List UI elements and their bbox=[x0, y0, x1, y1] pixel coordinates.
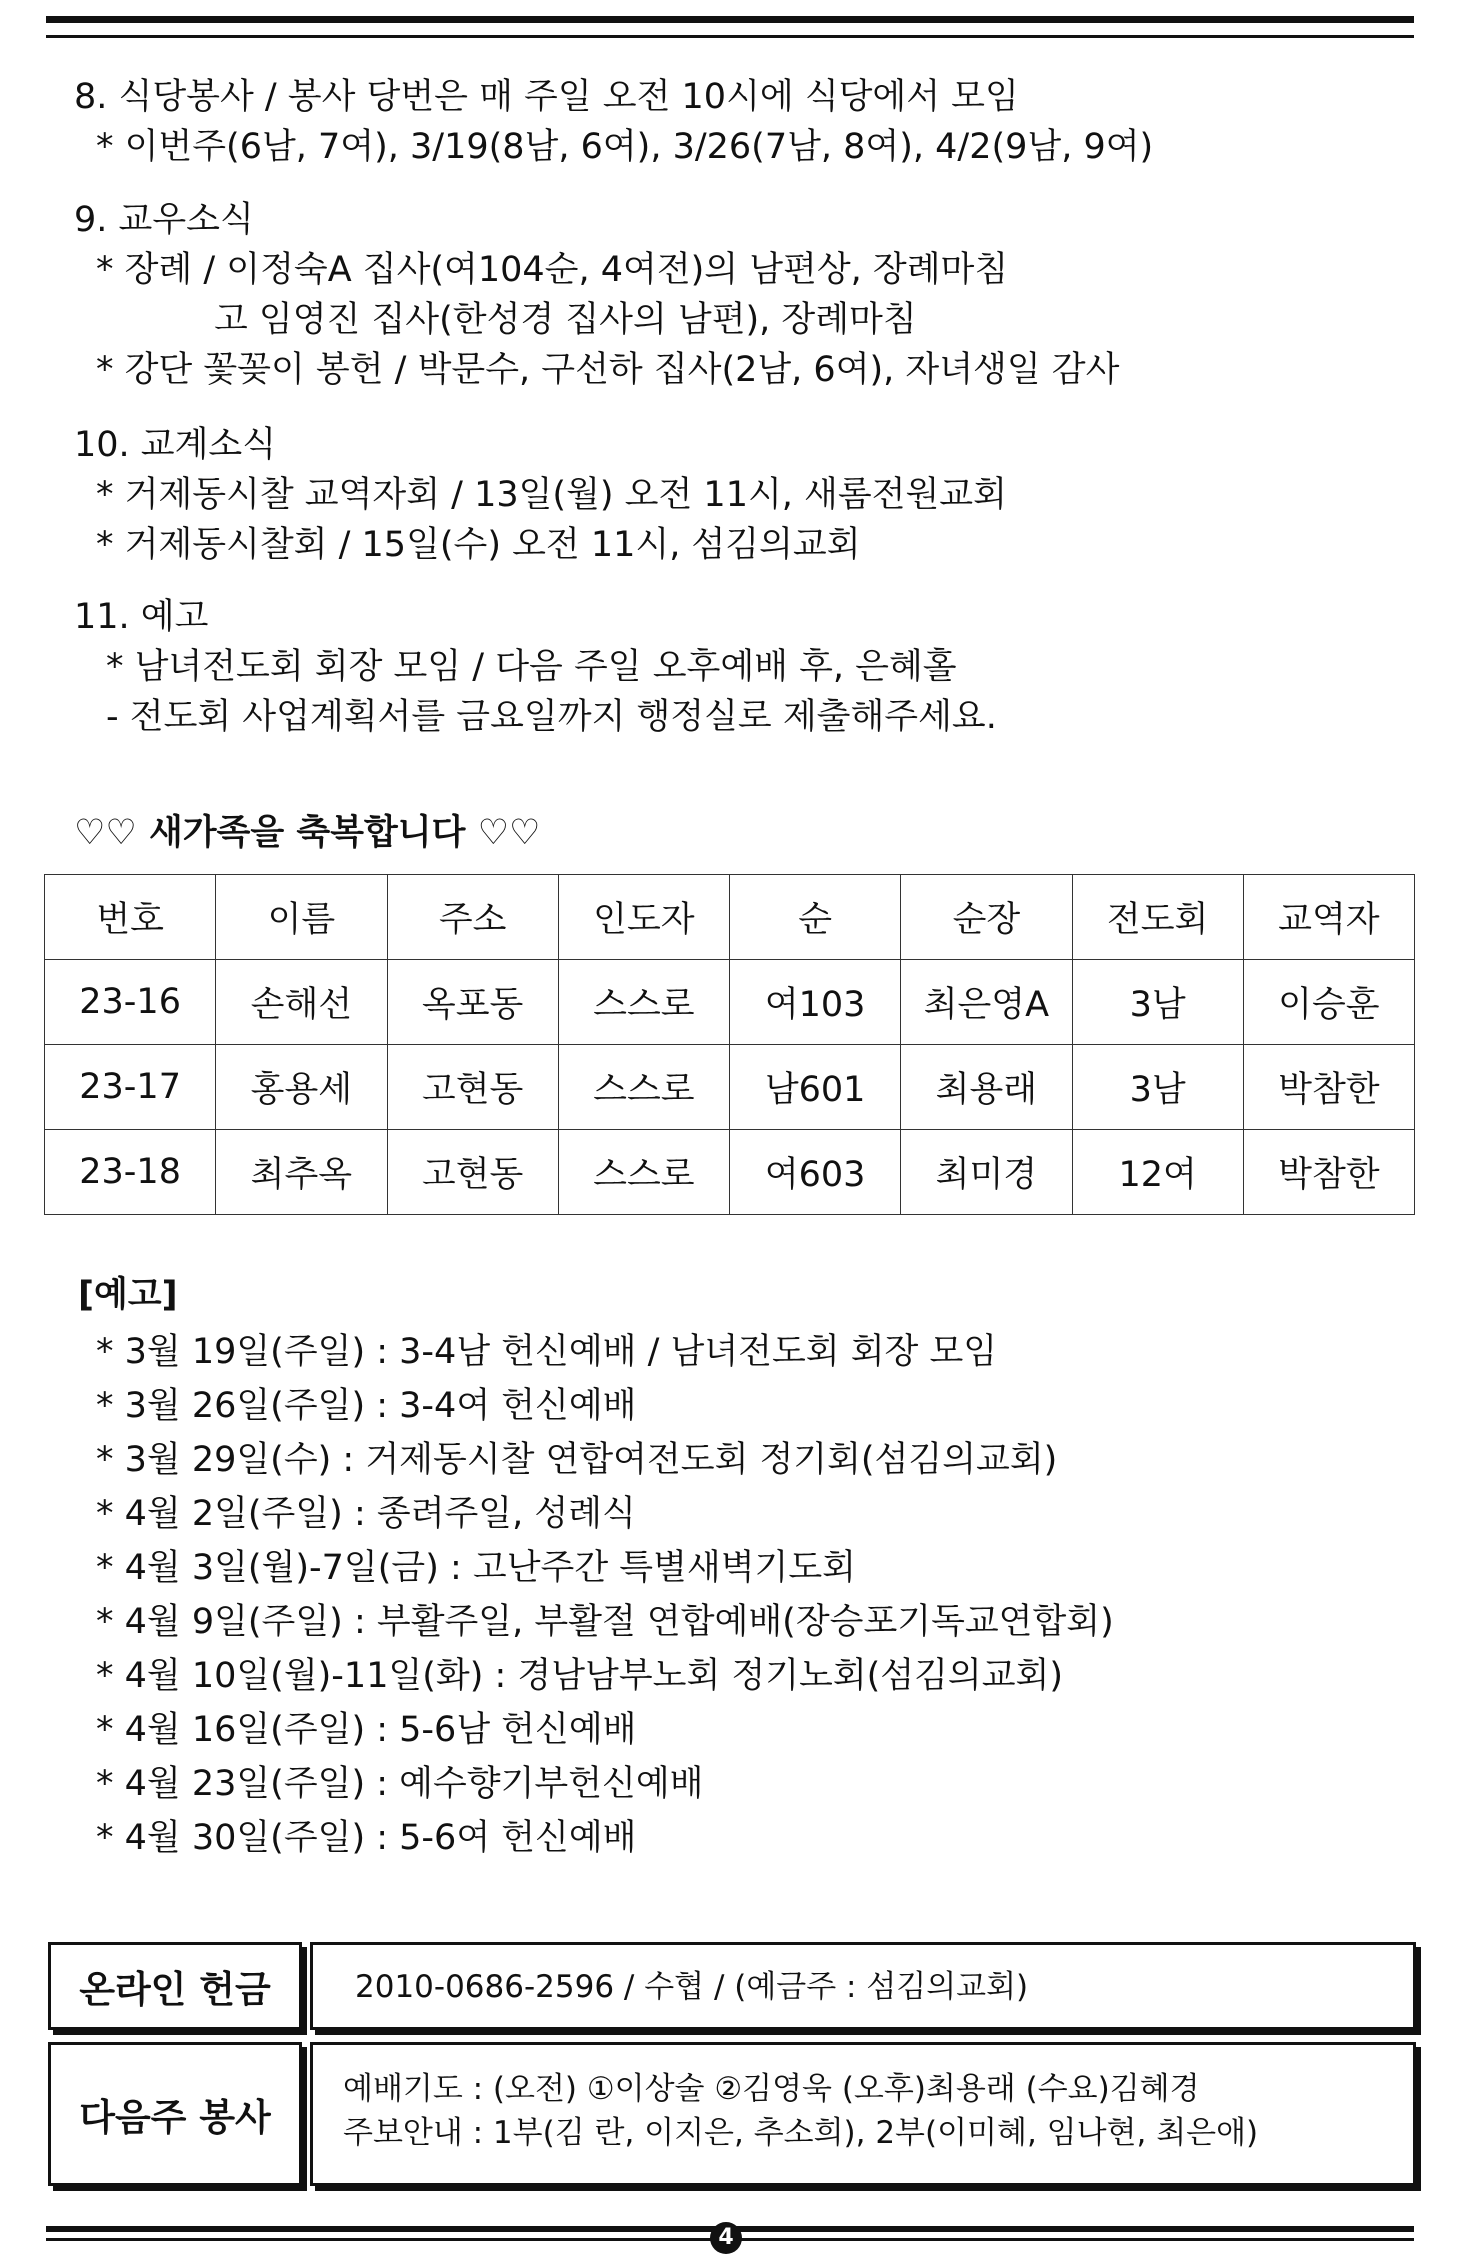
table-cell: 이승훈 bbox=[1243, 960, 1414, 1045]
table-row bbox=[45, 1130, 1415, 1215]
table-cell: 최은영A bbox=[901, 960, 1072, 1045]
table-row bbox=[45, 1045, 1415, 1130]
notice-line: * 장례 / 이정숙A 집사(여104순, 4여전)의 남편상, 장례마침 bbox=[96, 250, 1009, 290]
schedule-item: * 4월 3일(월)-7일(금) : 고난주간 특별새벽기도회 bbox=[96, 1548, 856, 1588]
notice-10 bbox=[74, 420, 1400, 570]
table-cell: 최용래 bbox=[901, 1045, 1072, 1130]
notice-8 bbox=[74, 72, 1400, 172]
table-cell: 박참한 bbox=[1243, 1045, 1414, 1130]
schedule-item: * 3월 29일(수) : 거제동시찰 연합여전도회 정기회(섬김의교회) bbox=[96, 1440, 1058, 1480]
table-cell: 박참한 bbox=[1243, 1130, 1414, 1215]
schedule-item: * 4월 9일(주일) : 부활주일, 부활절 연합예배(장승포기독교연합회) bbox=[96, 1602, 1114, 1642]
table-header-row bbox=[45, 875, 1415, 960]
new-family-heading: ♡♡ 새가족을 축복합니다 ♡♡ bbox=[74, 813, 541, 853]
notice-line: * 남녀전도회 회장 모임 / 다음 주일 오후예배 후, 은혜홀 bbox=[106, 647, 957, 687]
notice-11 bbox=[74, 592, 1400, 742]
next-week-service-info-box bbox=[310, 2042, 1416, 2186]
column-header: 인도자 bbox=[558, 875, 729, 960]
online-offering-text: 2010-0686-2596 / 수협 / (예금주 : 섬김의교회) bbox=[355, 1969, 1029, 2005]
online-offering-label: 온라인 헌금 bbox=[79, 1968, 271, 2011]
table-cell: 23-18 bbox=[45, 1130, 216, 1215]
table-cell: 옥포동 bbox=[387, 960, 558, 1045]
table-cell: 12여 bbox=[1072, 1130, 1243, 1215]
column-header: 주소 bbox=[387, 875, 558, 960]
notice-title: 10. 교계소식 bbox=[74, 425, 277, 465]
schedule-list bbox=[96, 1325, 1400, 1865]
notice-line: * 강단 꽃꽂이 봉헌 / 박문수, 구선하 집사(2남, 6여), 자녀생일 감사 bbox=[96, 350, 1120, 390]
notice-line: * 이번주(6남, 7여), 3/19(8남, 6여), 3/26(7남, 8여), 4/2(9남, 9여) bbox=[96, 127, 1154, 167]
next-week-service-label: 다음주 봉사 bbox=[79, 2096, 271, 2139]
table-cell: 최추옥 bbox=[216, 1130, 387, 1215]
table-cell: 고현동 bbox=[387, 1130, 558, 1215]
notice-title: 11. 예고 bbox=[74, 597, 209, 637]
schedule-item: * 4월 10일(월)-11일(화) : 경남남부노회 정기노회(섬김의교회) bbox=[96, 1656, 1064, 1696]
table-cell: 스스로 bbox=[558, 1045, 729, 1130]
notice-line: - 전도회 사업계획서를 금요일까지 행정실로 제출해주세요. bbox=[106, 697, 997, 737]
table-cell: 최미경 bbox=[901, 1130, 1072, 1215]
schedule-item: * 3월 26일(주일) : 3-4여 헌신예배 bbox=[96, 1386, 637, 1426]
table-cell: 남601 bbox=[730, 1045, 901, 1130]
table-cell: 스스로 bbox=[558, 960, 729, 1045]
table-cell: 홍용세 bbox=[216, 1045, 387, 1130]
table-cell: 여603 bbox=[730, 1130, 901, 1215]
notice-line: 고 임영진 집사(한성경 집사의 남편), 장례마침 bbox=[214, 300, 917, 340]
table-row bbox=[45, 960, 1415, 1045]
top-rule bbox=[46, 16, 1414, 38]
schedule-item: * 4월 2일(주일) : 종려주일, 성례식 bbox=[96, 1494, 636, 1534]
column-header: 순 bbox=[730, 875, 901, 960]
notice-9 bbox=[74, 195, 1400, 395]
service-prayer-line: 예배기도 : (오전) ①이상술 ②김영욱 (오후)최용래 (수요)김혜경 bbox=[343, 2071, 1200, 2107]
table-cell: 23-16 bbox=[45, 960, 216, 1045]
online-offering-info-box bbox=[310, 1942, 1416, 2030]
notice-line: * 거제동시찰 교역자회 / 13일(월) 오전 11시, 새롬전원교회 bbox=[96, 475, 1007, 515]
column-header: 전도회 bbox=[1072, 875, 1243, 960]
new-family-table bbox=[44, 874, 1415, 1215]
schedule-item: * 4월 23일(주일) : 예수향기부헌신예배 bbox=[96, 1764, 704, 1804]
column-header: 교역자 bbox=[1243, 875, 1414, 960]
schedule-title: [예고] bbox=[78, 1275, 178, 1315]
notice-line: * 거제동시찰회 / 15일(수) 오전 11시, 섬김의교회 bbox=[96, 525, 861, 565]
notice-title: 9. 교우소식 bbox=[74, 200, 254, 240]
column-header: 번호 bbox=[45, 875, 216, 960]
table-cell: 23-17 bbox=[45, 1045, 216, 1130]
schedule-item: * 3월 19일(주일) : 3-4남 헌신예배 / 남녀전도회 회장 모임 bbox=[96, 1332, 998, 1372]
page-number: 4 bbox=[710, 2222, 742, 2254]
table-cell: 여103 bbox=[730, 960, 901, 1045]
schedule-item: * 4월 16일(주일) : 5-6남 헌신예배 bbox=[96, 1710, 637, 1750]
service-usher-line: 주보안내 : 1부(김 란, 이지은, 추소희), 2부(이미혜, 임나현, 최은애) bbox=[343, 2115, 1259, 2151]
table-cell: 고현동 bbox=[387, 1045, 558, 1130]
online-offering-label-box bbox=[48, 1942, 302, 2030]
table-cell: 3남 bbox=[1072, 1045, 1243, 1130]
notice-title: 8. 식당봉사 / 봉사 당번은 매 주일 오전 10시에 식당에서 모임 bbox=[74, 77, 1019, 117]
table-cell: 손해선 bbox=[216, 960, 387, 1045]
column-header: 이름 bbox=[216, 875, 387, 960]
table-cell: 3남 bbox=[1072, 960, 1243, 1045]
schedule-item: * 4월 30일(주일) : 5-6여 헌신예배 bbox=[96, 1818, 637, 1858]
table-cell: 스스로 bbox=[558, 1130, 729, 1215]
next-week-service-label-box bbox=[48, 2042, 302, 2186]
column-header: 순장 bbox=[901, 875, 1072, 960]
